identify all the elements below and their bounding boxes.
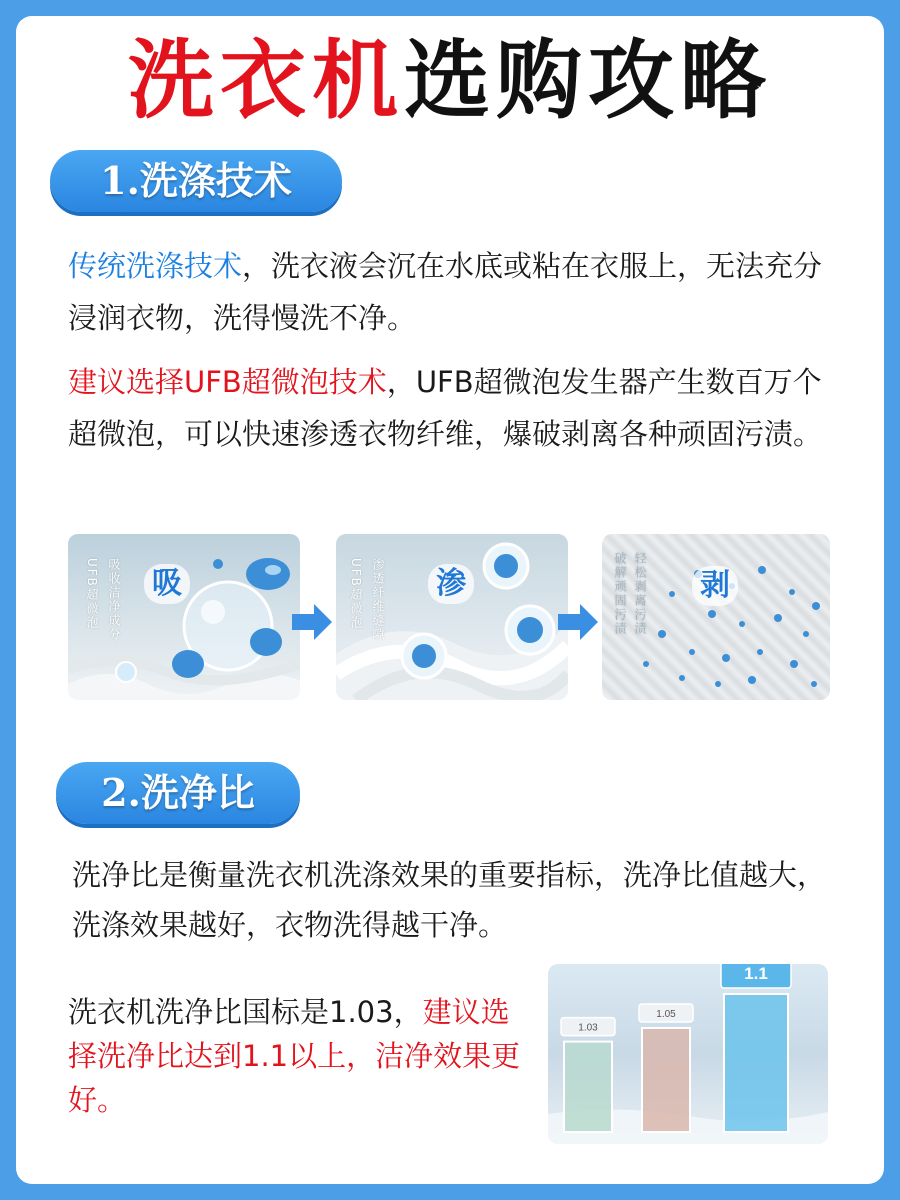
step-panel-absorb xyxy=(68,534,300,700)
section2-paragraph-1: 洗净比是衡量洗衣机洗涤效果的重要指标，洗净比值越大，洗涤效果越好，衣物洗得越干净。 xyxy=(72,858,827,942)
strip-caption-b: 破解顽固污渍 xyxy=(613,552,627,636)
chart-bar-1-05 xyxy=(642,1028,690,1132)
step-panel-penetrate xyxy=(336,534,568,700)
cleaning-ratio-bars xyxy=(548,964,828,1144)
penetrate-caption-b: UFB超微泡 xyxy=(349,558,363,630)
arrow-right-icon-1 xyxy=(290,602,334,642)
section1-heading: 1.洗涤技术 xyxy=(50,150,342,212)
penetrate-char: 渗 xyxy=(428,564,474,604)
section2-heading: 2.洗净比 xyxy=(56,762,300,824)
absorb-caption-b: UFB超微泡 xyxy=(85,558,99,630)
traditional-tech-text: ，洗衣液会沉在水底或粘在衣服上，无法充分浸润衣物，洗得慢洗不净。 xyxy=(68,249,823,335)
section2-paragraph-2 xyxy=(68,990,538,1122)
cleaning-ratio-chart xyxy=(548,964,828,1144)
chart-bar-1-1 xyxy=(724,994,788,1132)
title-black-part: 选购攻略 xyxy=(404,31,772,131)
absorb-char: 吸 xyxy=(144,564,190,604)
recommend-ratio-highlight: 建议选择洗净比达到1.1以上，洁净效果更好。 xyxy=(68,995,521,1117)
absorb-illustration xyxy=(68,534,300,700)
strip-char: 剥 xyxy=(692,566,738,606)
chart-value-label-0: 1.03 xyxy=(578,1022,598,1034)
section1-paragraph-2 xyxy=(68,356,848,460)
chart-bar-1-03 xyxy=(564,1042,612,1132)
step-panel-strip xyxy=(602,534,830,700)
chart-value-label-2: 1.1 xyxy=(744,964,768,983)
arrow-right-icon-2 xyxy=(556,602,600,642)
national-standard-text: 洗衣机洗净比国标是1.03， xyxy=(68,995,423,1029)
penetrate-caption-a: 渗透纤维缝隙 xyxy=(371,558,385,642)
page-title xyxy=(0,26,900,136)
section1-paragraph-1 xyxy=(68,240,848,344)
absorb-caption-a: 吸收洁净成分 xyxy=(107,558,121,642)
chart-value-label-1: 1.05 xyxy=(656,1009,676,1020)
title-red-part: 洗衣机 xyxy=(128,31,404,131)
ufb-recommend-highlight: 建议选择UFB超微泡技术 xyxy=(68,365,387,399)
traditional-tech-highlight: 传统洗涤技术 xyxy=(68,249,243,283)
strip-caption-a: 轻松剥离污渍 xyxy=(633,552,647,636)
ufb-recommend-text: ，UFB超微泡发生器产生数百万个超微泡，可以快速渗透衣物纤维，爆破剥离各种顽固污渍。 xyxy=(68,365,823,451)
